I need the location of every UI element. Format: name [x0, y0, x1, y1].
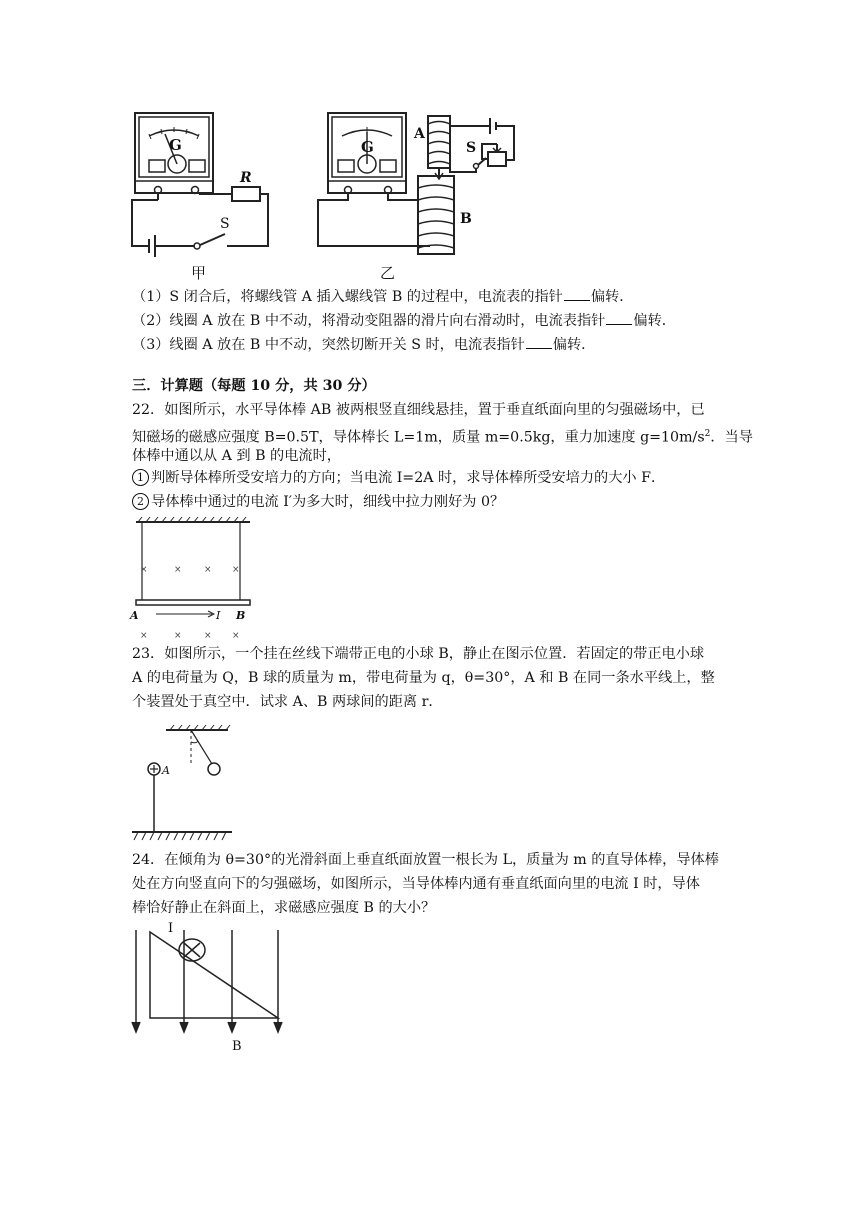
- resistor-label: R: [240, 170, 252, 186]
- section-heading: 三．计算题（每题 10 分，共 30 分）: [132, 378, 376, 394]
- current-label: I: [216, 609, 221, 622]
- ball-b: [208, 763, 220, 775]
- svg-text:×: ×: [174, 631, 182, 640]
- figure-jia: [125, 108, 290, 283]
- figure-q23: [128, 722, 238, 844]
- svg-text:×: ×: [140, 565, 148, 575]
- circled-number: 2: [132, 493, 149, 510]
- conductor-rod: [136, 600, 250, 605]
- q23-line-3: 个装置处于真空中．试求 A、B 两球间的距离 r．: [132, 694, 443, 710]
- svg-text:×: ×: [204, 631, 212, 640]
- answer-blank[interactable]: [606, 310, 632, 325]
- circled-number: 1: [132, 469, 149, 486]
- figure-label-yi: 乙: [380, 264, 396, 282]
- svg-text:×: ×: [140, 631, 148, 640]
- incline: [150, 932, 278, 1018]
- svg-text:×: ×: [174, 565, 182, 575]
- q21-item-3: （3）线圈 A 放在 B 中不动，突然切断开关 S 时，电流表指针 偏转．: [132, 334, 595, 355]
- coil-b-label: B: [460, 211, 472, 227]
- figure-label-jia: 甲: [191, 264, 207, 282]
- coil-b: [418, 176, 454, 254]
- q22-line-1: 22．如图所示，水平导体棒 AB 被两根竖直细线悬挂，置于垂直纸面向里的匀强磁场中，已: [132, 402, 705, 418]
- meter-label-jia: G: [169, 136, 182, 154]
- q24-line-1: 24．在倾角为 θ=30°的光滑斜面上垂直纸面放置一根长为 L，质量为 m 的直导体棒，导体棒: [132, 852, 719, 868]
- q21-item-2: （2）线圈 A 放在 B 中不动，将滑动变阻器的滑片向右滑动时，电流表指针 偏转．: [132, 310, 676, 331]
- q24-line-3: 棒恰好静止在斜面上，求磁感应强度 B 的大小？: [132, 900, 436, 916]
- coil-a-label: A: [414, 126, 425, 142]
- answer-blank[interactable]: [526, 334, 552, 349]
- answer-blank[interactable]: [564, 286, 590, 301]
- rod-end-b-label: B: [236, 609, 246, 622]
- q22-sub-1: 1 判断导体棒所受安培力的方向；当电流 I=2A 时，求导体棒所受安培力的大小 F．: [132, 468, 665, 488]
- svg-text:×: ×: [232, 631, 240, 640]
- ball-a-label: A: [162, 764, 170, 777]
- q23-line-1: 23．如图所示，一个挂在丝线下端带正电的小球 B，静止在图示位置．若固定的带正电小球: [132, 646, 705, 662]
- figure-yi: [310, 108, 525, 283]
- switch-label-yi: S: [466, 140, 477, 156]
- svg-text:×: ×: [232, 565, 240, 575]
- figure-q22: [128, 516, 258, 640]
- field-marks: [140, 565, 240, 640]
- field-label-q24: B: [232, 1039, 242, 1052]
- figure-q24: [126, 922, 291, 1052]
- q22-line-3: 体棒中通以从 A 到 B 的电流时，: [132, 448, 341, 464]
- rod-end-a-label: A: [130, 609, 139, 622]
- q21-item-1: （1）S 闭合后，将螺线管 A 插入螺线管 B 的过程中，电流表的指针 偏转．: [132, 286, 633, 307]
- q24-line-2: 处在方向竖直向下的匀强磁场，如图所示，当导体棒内通有垂直纸面向里的电流 I 时，导体: [132, 876, 700, 892]
- svg-text:×: ×: [204, 565, 212, 575]
- switch-label-jia: S: [220, 216, 230, 232]
- meter-label-yi: G: [361, 138, 374, 156]
- current-label-q24: I: [168, 922, 174, 936]
- q23-line-2: A 的电荷量为 Q，B 球的质量为 m，带电荷量为 q，θ=30°，A 和 B 在同一条水平线上，整: [132, 670, 715, 686]
- q22-sub-2: 2 导体棒中通过的电流 I′为多大时，细线中拉力刚好为 0？: [132, 492, 504, 512]
- q22-line-2: 知磁场的磁感应强度 B=0.5T，导体棒长 L=1m，质量 m=0.5kg，重力加速度 $g=10m/s^2$．当导: [132, 429, 753, 446]
